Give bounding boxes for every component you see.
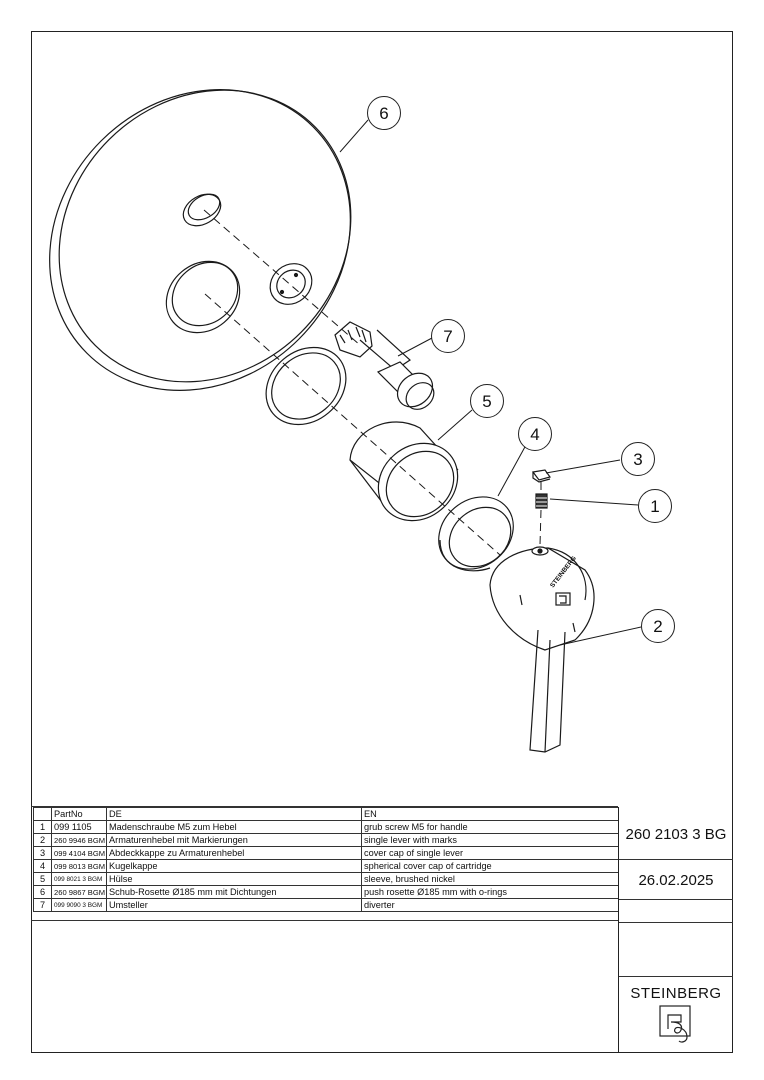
callout-1 — [638, 489, 672, 523]
callout-1-label: 1 — [650, 496, 660, 516]
row-en: spherical cover cap of cartridge — [362, 860, 619, 873]
row-index: 4 — [34, 860, 52, 873]
row-de: Abdeckkappe zu Armaturenhebel — [107, 847, 362, 860]
table-row — [34, 821, 619, 834]
handle-logo-text: STEINBERG — [549, 555, 578, 590]
row-part-no: 260 9867 BGM — [52, 886, 107, 899]
row-part-no: 099 1105 — [52, 821, 107, 834]
callout-6-label: 6 — [379, 103, 389, 123]
part-2-lever-handle — [490, 547, 594, 752]
brand-logo-icon — [659, 1005, 695, 1045]
header-part-no: PartNo — [52, 808, 107, 821]
table-row — [34, 847, 619, 860]
row-en: cover cap of single lever — [362, 847, 619, 860]
title-block — [618, 807, 733, 1053]
title-block-divider — [619, 859, 733, 860]
callout-2 — [641, 609, 675, 643]
table-row — [34, 886, 619, 899]
row-index: 2 — [34, 834, 52, 847]
header-index — [34, 808, 52, 821]
header-de: DE — [107, 808, 362, 821]
part-6-rosette — [0, 28, 412, 452]
row-de: Hülse — [107, 873, 362, 886]
part-3-cap — [533, 470, 550, 482]
table-bottom-rule — [31, 920, 618, 921]
row-en: grub screw M5 for handle — [362, 821, 619, 834]
row-en: push rosette Ø185 mm with o-rings — [362, 886, 619, 899]
drawing-date: 26.02.2025 — [638, 871, 714, 889]
parts-table-header — [34, 808, 619, 821]
row-index: 5 — [34, 873, 52, 886]
table-row — [34, 860, 619, 873]
brand-name: STEINBERG — [630, 985, 722, 1002]
callout-4 — [518, 417, 552, 451]
row-part-no: 099 9090 3 BGM — [52, 899, 107, 912]
parts-table — [33, 807, 619, 912]
row-index: 7 — [34, 899, 52, 912]
row-index: 6 — [34, 886, 52, 899]
title-block-divider — [619, 922, 733, 923]
row-de: Kugelkappe — [107, 860, 362, 873]
row-index: 1 — [34, 821, 52, 834]
row-en: diverter — [362, 899, 619, 912]
leader-lines — [340, 120, 641, 645]
callout-4-label: 4 — [530, 424, 540, 444]
row-part-no: 099 8021 3 BGM — [52, 873, 107, 886]
table-row — [34, 834, 619, 847]
callout-2-label: 2 — [653, 616, 663, 636]
row-de: Schub-Rosette Ø185 mm mit Dichtungen — [107, 886, 362, 899]
part-1-grub-screw — [536, 494, 547, 508]
callout-7-label: 7 — [443, 326, 453, 346]
row-en: sleeve, brushed nickel — [362, 873, 619, 886]
callout-7 — [431, 319, 465, 353]
title-block-divider — [619, 976, 733, 977]
callout-3 — [621, 442, 655, 476]
row-part-no: 260 9946 BGM — [52, 834, 107, 847]
callout-5 — [470, 384, 504, 418]
callout-6 — [367, 96, 401, 130]
title-block-divider — [619, 899, 733, 900]
table-row — [34, 899, 619, 912]
article-number: 260 2103 3 BG — [625, 825, 727, 843]
row-de: Armaturenhebel mit Markierungen — [107, 834, 362, 847]
row-index: 3 — [34, 847, 52, 860]
row-en: single lever with marks — [362, 834, 619, 847]
callout-3-label: 3 — [633, 449, 643, 469]
row-de: Umsteller — [107, 899, 362, 912]
part-7-diverter — [335, 322, 439, 415]
table-row — [34, 873, 619, 886]
row-part-no: 099 8013 BGM — [52, 860, 107, 873]
row-part-no: 099 4104 BGM — [52, 847, 107, 860]
callout-5-label: 5 — [482, 391, 492, 411]
header-en: EN — [362, 808, 619, 821]
row-de: Madenschraube M5 zum Hebel — [107, 821, 362, 834]
